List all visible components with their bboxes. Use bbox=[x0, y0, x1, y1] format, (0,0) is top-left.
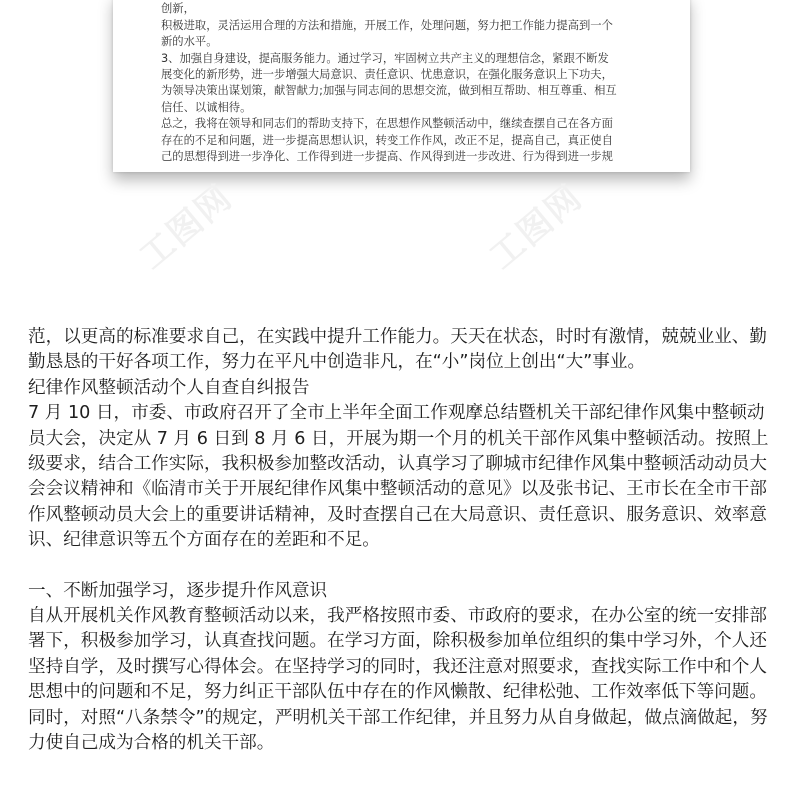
paragraph: 7 月 10 日，市委、市政府召开了全市上半年全面工作观摩总结暨机关干部纪律作风集中整顿动员大会，决定从 7 月 6 日到 8 月 6 日，开展为期一个月的机关干部作风集中整顿活动。按照上级要求，结合工作实际，我积极参加整改活动，认真学习了聊城市纪律作风集中整顿活动动员大会会议精神和《临清市关于开展纪律作风集中整顿活动的意见》以及张书记、王市长在全市干部作风整顿动员大会上的重要讲话精神，及时查摆自己在大局意识、责任意识、服务意识、效率意识、纪律意识等五个方面存在的差距和不足。 bbox=[28, 403, 769, 551]
watermark-logo: 工图网 bbox=[132, 177, 241, 278]
preview-line: 信任、以诚相待。 bbox=[161, 100, 252, 114]
paragraph: 自从开展机关作风教育整顿活动以来，我严格按照市委、市政府的要求，在办公室的统一安排部署下，积极参加学习，认真查找问题。在学习方面，除积极参加单位组织的集中学习外，个人还坚持自学，及时撰写心得体会。在坚持学习的同时，我还注意对照要求，查找实际工作中和个人思想中的问题和不足，努力纠正干部队伍中存在的作风懒散、纪律松弛、工作效率低下等问题。同时，对照“八条禁令”的规定，严明机关干部工作纪律，并且努力从自身做起，做点滴做起，努力使自己成为合格的机关干部。 bbox=[28, 606, 768, 754]
preview-line: 为领导决策出谋划策，献智献力;加强与同志间的思想交流，做到相互帮助、相互尊重、相互 bbox=[161, 84, 617, 98]
preview-line: 存在的不足和问题，进一步提高思想认识，转变工作作风，改正不足，提高自己，真正使自 bbox=[161, 133, 613, 147]
section-heading: 一、不断加强学习，逐步提升作风意识 bbox=[28, 580, 328, 601]
article-body bbox=[28, 325, 780, 757]
preview-line: 展变化的新形势，进一步增强大局意识、责任意识、忧患意识，在强化服务意识上下功夫， bbox=[161, 68, 613, 82]
document-page-preview bbox=[113, 0, 690, 172]
preview-line: 总之，我将在领导和同志们的帮助支持下，在思想作风整顿活动中，继续查摆自己在各方面 bbox=[161, 117, 613, 131]
document-title: 纪律作风整顿活动个人自查自纠报告 bbox=[28, 377, 310, 398]
preview-line: 3、加强自身建设，提高服务能力。通过学习，牢固树立共产主义的理想信念，紧跟不断发 bbox=[161, 51, 609, 65]
paragraph: 范，以更高的标准要求自己，在实践中提升工作能力。天天在状态，时时有激情，兢兢业业、勤勤恳恳的干好各项工作，努力在平凡中创造非凡，在“小”岗位上创出“大”事业。 bbox=[28, 327, 767, 373]
watermark-logo: 工图网 bbox=[482, 177, 591, 278]
preview-line: 新的水平。 bbox=[161, 35, 218, 49]
preview-line: 积极进取，灵活运用合理的方法和措施，开展工作，处理问题，努力把工作能力提高到一个 bbox=[161, 18, 613, 32]
preview-line: 己的思想得到进一步净化、工作得到进一步提高、作风得到进一步改进、行为得到进一步规 bbox=[161, 150, 613, 164]
preview-line: 创新， bbox=[161, 2, 195, 16]
paragraph-spacer bbox=[28, 554, 780, 579]
preview-text bbox=[161, 0, 651, 165]
